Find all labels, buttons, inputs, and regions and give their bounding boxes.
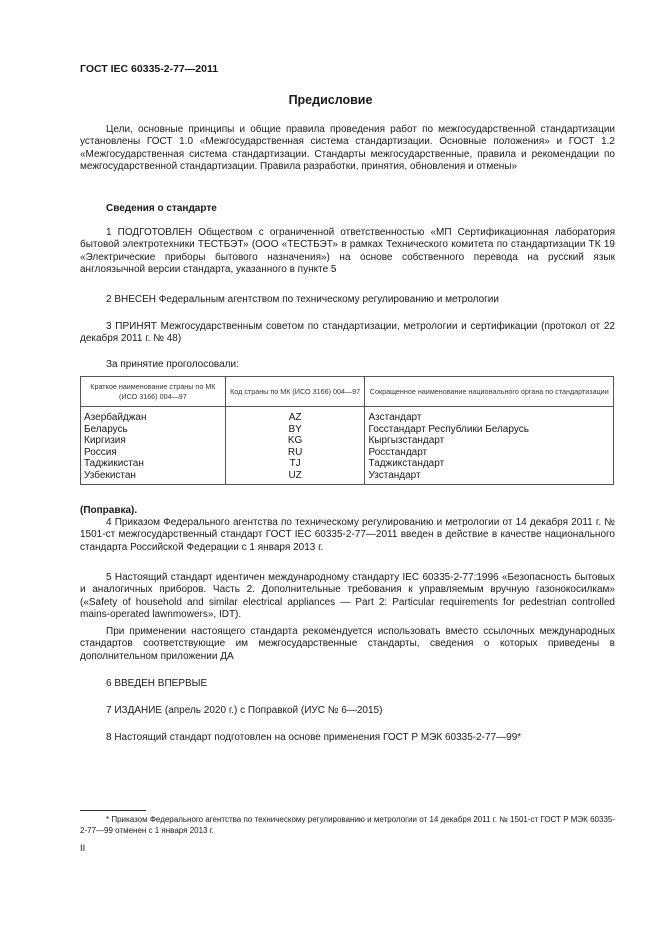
country-name: Узбекистан [81,470,226,484]
header-country-code: Код страны по МК (ИСО 3166) 004—97 [225,377,365,407]
table-header-row [81,377,614,407]
page-title: Предисловие [288,93,373,107]
item-4-paragraph: 4 Приказом Федерального агентства по техническому регулированию и метрологии от 14 декабря 2011 г. № 1501-ст межгосударственный стандарт ГОСТ IEC 60335-2-77—2011 введен в действие в качестве национального стандарта Российской Федерации с 1 января 2013 г. [80,517,615,553]
national-body: Узстандарт [365,470,614,484]
voting-table [80,376,614,485]
country-name: Киргизия [81,435,226,447]
country-code: RU [225,447,365,459]
item-5-continuation: При применении настоящего стандарта рекомендуется использовать вместо ссылочных международных стандартов соответствующие им межгосударственные стандарты, сведения о которых приведены в дополнительном приложении ДА [80,626,615,662]
item-6-paragraph: 6 ВВЕДЕН ВПЕРВЫЕ [106,678,208,689]
item-5-paragraph: 5 Настоящий стандарт идентичен международному стандарту IEC 60335-2-77:1996 «Безопасность бытовых и аналогичных приборов. Часть 2. Дополнительные требования к управляемым вручную газонокосилкам» («Safety of household and similar electrical appliances — Part 2: Particular requirements for pedestrian controlled mains-operated lawnmowers», IDT). [80,572,615,620]
national-body: Таджикстандарт [365,458,614,470]
vote-label: За принятие проголосовали: [106,359,239,370]
section-heading: Сведения о стандарте [106,203,217,214]
country-code: AZ [225,407,365,424]
country-name: Беларусь [81,424,226,436]
country-name: Таджикистан [81,458,226,470]
intro-paragraph: Цели, основные принципы и общие правила проведения работ по межгосударственной стандартизации установлены ГОСТ 1.0 «Межгосударственная система стандартизации. Основные положения» и ГОСТ 1.2 «Межгосударственная система стандартизации. Стандарты межгосударственные, правила и рекомендации по межгосударственной стандартизации. Правила разработки, принятия, обновления и отмены» [80,124,615,172]
national-body: Госстандарт Республики Беларусь [365,424,614,436]
country-name: Россия [81,447,226,459]
footnote-divider [80,810,146,811]
item-8-paragraph: 8 Настоящий стандарт подготовлен на основе применения ГОСТ Р МЭК 60335-2-77—99* [106,732,522,743]
document-code-header: ГОСТ IEC 60335-2-77—2011 [80,63,219,75]
table-row [81,435,614,447]
table-row [81,407,614,424]
national-body: Кыргызстандарт [365,435,614,447]
page-number: II [80,843,86,854]
header-national-body: Сокращенное наименование национального органа по стандартизации [365,377,614,407]
item-1-paragraph: 1 ПОДГОТОВЛЕН Обществом с ограниченной ответственностью «МП Сертификационная лаборатория бытовой электротехники ТЕСТБЭТ» (ООО «ТЕСТБЭТ» в рамках Технического комитета по стандартизации ТК 19 «Электрические приборы бытового назначения») на основе собственного перевода на русский язык англоязычной версии стандарта, указанного в пункте 5 [80,227,615,275]
footnote: * Приказом Федерального агентства по техническому регулированию и метрологии от 14 декабря 2011 г. № 1501-ст ГОСТ Р МЭК 60335-2-77—99 отменен с 1 января 2013 г. [80,815,615,835]
table-row [81,470,614,484]
national-body: Росстандарт [365,447,614,459]
table-row [81,447,614,459]
country-code: KG [225,435,365,447]
country-name: Азербайджан [81,407,226,424]
table-row [81,424,614,436]
header-country-name: Краткое наименование страны по МК (ИСО 3166) 004—97 [81,377,226,407]
item-3-paragraph: 3 ПРИНЯТ Межгосударственным советом по стандартизации, метрологии и сертификации (протокол от 22 декабря 2011 г. № 48) [80,321,615,345]
amendment-note: (Поправка). [80,505,138,516]
country-code: UZ [225,470,365,484]
table-row [81,458,614,470]
item-2-paragraph: 2 ВНЕСЕН Федеральным агентством по техническому регулированию и метрологии [106,294,499,305]
country-code: BY [225,424,365,436]
national-body: Азстандарт [365,407,614,424]
item-7-paragraph: 7 ИЗДАНИЕ (апрель 2020 г.) с Поправкой (ИУС № 6—2015) [106,705,383,716]
country-code: TJ [225,458,365,470]
